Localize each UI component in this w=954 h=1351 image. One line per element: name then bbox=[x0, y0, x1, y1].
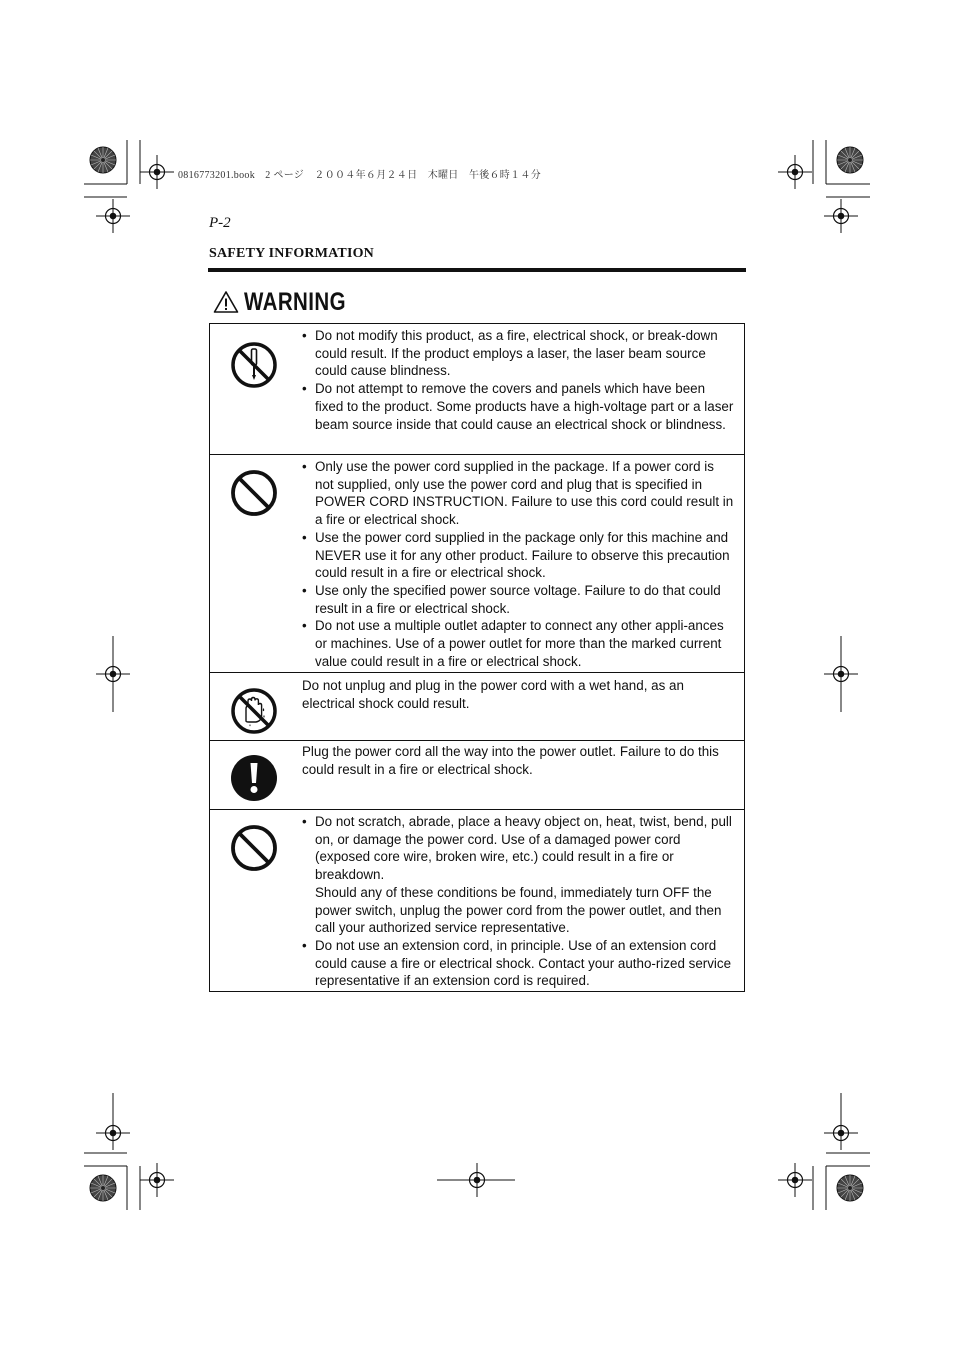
icon-cell bbox=[210, 673, 298, 740]
text-cell bbox=[298, 324, 744, 454]
section-rule bbox=[208, 268, 746, 272]
list-item: • Only use the power cord supplied in the package. If a power cord is not supplied, only use the power cord and plug that is specified in POWER CORD INSTRUCTION. Failure to use this cord could result in a fire or electrical shock. bbox=[302, 458, 734, 529]
table-row bbox=[210, 740, 744, 809]
table-row bbox=[210, 809, 744, 991]
warning-label: WARNING bbox=[244, 287, 346, 316]
bullet-list bbox=[302, 458, 734, 670]
bullet-list bbox=[302, 813, 734, 990]
prohibited-icon bbox=[230, 469, 278, 517]
list-item: • Do not attempt to remove the covers and panels which have been fixed to the product. Some products have a high-voltage part or a laser beam source inside that could cause an electrical shock or blindness. bbox=[302, 380, 734, 433]
table-row bbox=[210, 672, 744, 740]
text-cell bbox=[298, 741, 744, 809]
no-disassembly-icon bbox=[230, 341, 278, 389]
no-wet-hands-icon bbox=[230, 687, 278, 735]
text-cell bbox=[298, 455, 744, 672]
list-item-text: Do not scratch, abrade, place a heavy object on, heat, twist, bend, pull on, or damage the power cord. Use of a damaged power cord (exposed core wire, broken wire, etc.) could result in a fire or breakdown. bbox=[315, 814, 732, 883]
table-row bbox=[210, 324, 744, 454]
row-text: Plug the power cord all the way into the power outlet. Failure to do this could result in a fire or electrical shock. bbox=[302, 744, 719, 777]
bullet-list bbox=[302, 327, 734, 433]
row-text: Do not unplug and plug in the power cord with a wet hand, as an electrical shock could result. bbox=[302, 678, 684, 711]
icon-cell bbox=[210, 324, 298, 454]
page-number: P-2 bbox=[209, 215, 231, 231]
book-file-header: 0816773201.book 2 ページ ２００４年６月２４日 木曜日 午後６時１４分 bbox=[178, 170, 541, 181]
warning-table bbox=[209, 323, 745, 992]
text-cell bbox=[298, 810, 744, 991]
warning-triangle-icon bbox=[213, 290, 239, 314]
icon-cell bbox=[210, 810, 298, 991]
mandatory-action-icon bbox=[230, 754, 278, 802]
section-title: SAFETY INFORMATION bbox=[209, 246, 374, 261]
list-item: • Do not use an extension cord, in principle. Use of an extension cord could cause a fire or electrical shock. Contact your autho-rized service representative if an extension cord is required. bbox=[302, 937, 734, 990]
icon-cell bbox=[210, 455, 298, 672]
list-item: • Use the power cord supplied in the package only for this machine and NEVER use it for any other product. Failure to observe this precaution could result in a fire or electrical shock. bbox=[302, 529, 734, 582]
table-row bbox=[210, 454, 744, 672]
icon-cell bbox=[210, 741, 298, 809]
list-item: • Do not modify this product, as a fire, electrical shock, or break-down could result. If the product employs a laser, the laser beam source could cause blindness. bbox=[302, 327, 734, 380]
list-item: • Use only the specified power source voltage. Failure to do that could result in a fire or electrical shock. bbox=[302, 582, 734, 617]
list-item bbox=[302, 813, 734, 937]
prohibited-icon bbox=[230, 824, 278, 872]
text-cell bbox=[298, 673, 744, 740]
warning-heading bbox=[213, 285, 368, 319]
list-item-continuation: Should any of these conditions be found, immediately turn OFF the power switch, unplug the power cord from the power outlet, and then call your authorized service representative. bbox=[315, 884, 722, 936]
list-item: • Do not use a multiple outlet adapter to connect any other appli-ances or machines. Use of a power outlet for more than the marked current value could result in a fire or electrical shock. bbox=[302, 617, 734, 670]
